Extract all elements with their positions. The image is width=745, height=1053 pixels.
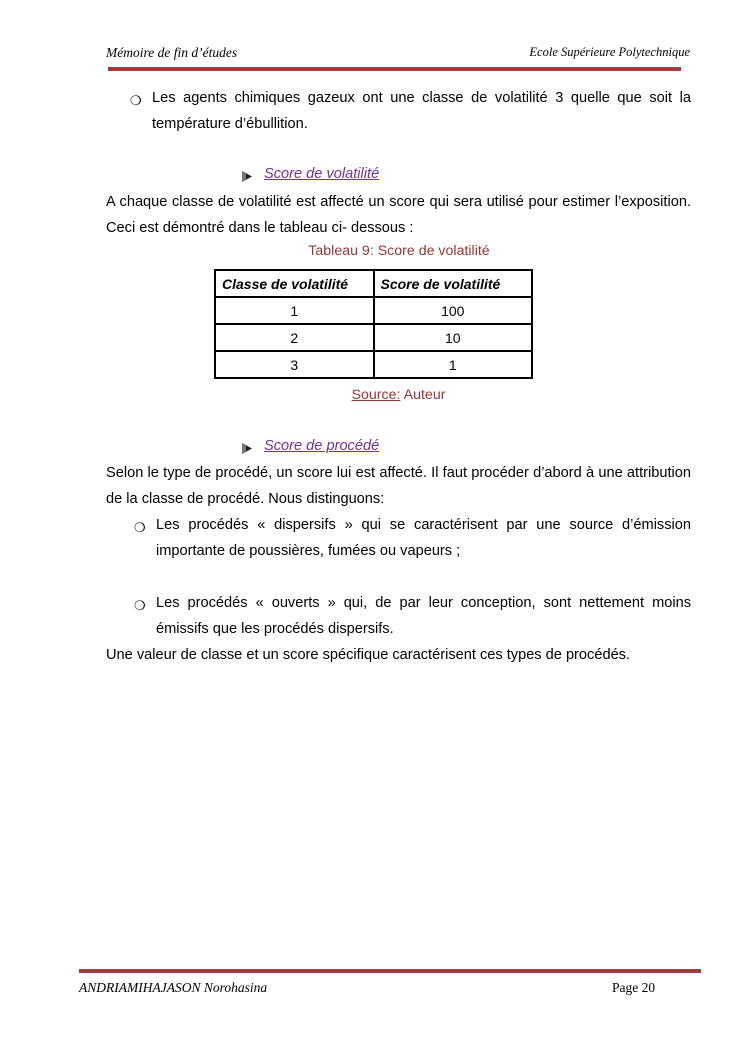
intro-list-item: Les agents chimiques gazeux ont une classe de volatilité 3 quelle que soit la température d’ébullition.	[152, 90, 691, 132]
process-list-item: Les procédés « dispersifs » qui se caractérisent par une source d’émission importante de poussières, fumées ou vapeurs ;	[156, 517, 691, 559]
table-cell: 3	[215, 351, 374, 378]
circle-bullet-icon: ❍	[130, 93, 142, 108]
table-header-cell: Classe de volatilité	[215, 270, 374, 297]
table-cell: 2	[215, 324, 374, 351]
table-cell: 1	[215, 297, 374, 324]
arrow-bullet-icon	[242, 443, 252, 454]
process-paragraph: Selon le type de procédé, un score lui est affecté. Il faut procéder d’abord à une attribution de la classe de procédé. Nous distinguons:	[106, 465, 691, 507]
volatility-score-table	[214, 269, 533, 379]
footer-author: ANDRIAMIHAJASON Norohasina	[79, 980, 268, 995]
header-school-name: Ecole Supérieure Polytechnique	[529, 45, 690, 59]
table-cell: 10	[374, 324, 533, 351]
table-header-row	[215, 270, 532, 297]
volatility-paragraph: A chaque classe de volatilité est affecté un score qui sera utilisé pour estimer l’exposition. Ceci est démontré dans le tableau ci- dessous :	[106, 194, 691, 236]
source-label: Source:	[351, 387, 401, 403]
section-title-process: Score de procédé	[264, 438, 380, 454]
table-cell: 1	[374, 351, 533, 378]
circle-bullet-icon: ❍	[134, 520, 146, 535]
process-list-item: Les procédés « ouverts » qui, de par leur conception, sont nettement moins émissifs que les procédés dispersifs.	[156, 595, 691, 637]
header-document-title: Mémoire de fin d’études	[106, 45, 238, 60]
table-header-cell: Score de volatilité	[374, 270, 533, 297]
table-source	[0, 387, 745, 403]
header-rule	[108, 67, 681, 71]
table-cell: 100	[374, 297, 533, 324]
circle-bullet-icon: ❍	[134, 598, 146, 613]
footer-page-number: Page 20	[612, 980, 656, 995]
table-row	[215, 297, 532, 324]
source-value: Auteur	[400, 387, 446, 403]
table-row	[215, 351, 532, 378]
arrow-bullet-icon	[242, 171, 252, 182]
table-row	[215, 324, 532, 351]
process-conclusion: Une valeur de classe et un score spécifique caractérisent ces types de procédés.	[106, 647, 631, 663]
footer-rule	[79, 969, 701, 973]
section-title-volatility: Score de volatilité	[264, 166, 380, 182]
table-caption: Tableau 9: Score de volatilité	[308, 243, 490, 259]
